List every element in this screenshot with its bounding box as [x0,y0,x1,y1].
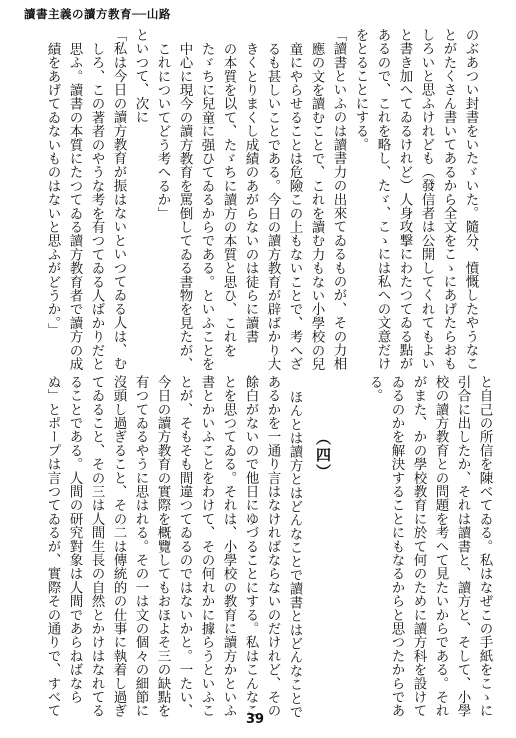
text-column: とを思つてゐる。それは、小學校の教育に讀方かといふ [220,375,237,718]
section-heading: （四） [314,430,332,481]
text-column: ることである。人間の研究對象は人間であらねばなら [66,375,83,704]
text-column: 校の讀方教育との問題を考へて見たいからである。それ [432,375,449,718]
text-column: といつて、次に [132,28,149,124]
text-column: がまた、かの學校教育に於て何のために讀方科を設けて [410,375,427,718]
text-column: しろいと思ふけれども（發信者は公開してくれてもよい [418,28,435,371]
text-column: るも甚しいことである。今日の讀方教育が辟ばかり大 [264,42,281,371]
text-column: と自己の所信を陳べてゐる。私はなぜこの手紙をこゝに [476,375,493,718]
text-column: をとることにする。 [352,28,369,152]
text-column: と書き加へてゐるけれど）人身攻撃にわたつてゐる點が [396,28,413,371]
text-column: これについてどう考へるか」 [154,42,171,221]
text-column: とがたくさん書いてあるから全文をこゝにあげたらおも [440,28,457,371]
text-column: きくとりまくし成績のあがらないのは徒らに讀書 [242,42,259,344]
text-column: てゐること、その三は人間生長の自然とかけはなれてる [88,375,105,718]
text-column: る。 [366,375,383,403]
text-column: 有つてゐるやうに思はれる。その一は文の個々の細節に [132,375,149,718]
text-column: 童にやらせることは危險この上もないことで、考へざ [286,42,303,371]
text-column: 今日の讀方教育の實際を概覽してもおほよそ三の缺點を [154,375,171,718]
text-column: 引合に出したか、それは讀書と、讀方と、そして、小學 [454,375,471,718]
text-column: 「讀書といふのは讀書力の出來てゐるものが、その力相 [330,28,347,371]
text-column: 書とかいふことをわけて、その何れかに據らうといふこ [198,375,215,718]
text-column: 思ふ。讀書の本質にたつてゐる讀方教育者で讀方の成 [66,42,83,371]
text-column: たゞちに兒童に强ひてゐるからである。といふことを [198,42,215,371]
text-column: ほんとは讀方とはどんなことで讀書とはどんなことで [286,390,303,719]
text-column: しろ、この著者のやうな考を有つてゐる人ばかりだと [88,42,105,371]
text-column: 「私は今日の讀方教育が振はないといつてゐる人は、む [110,28,127,371]
text-column: あるかを一通り言はなければならないのだけれど、その [264,375,281,718]
text-column: ぬ」とポープは言つてゐるが、實際その通りで、すべて [44,375,61,718]
page-number: 39 [246,712,265,727]
text-column: 績をあげてゐないものはないと思ふがどうか。」 [44,42,61,337]
text-column: あるので、これを略し、たゞ、こゝには私への文意だけ [374,28,391,371]
running-header: 讀書主義の讀方教育──山路 [24,7,171,21]
text-column: とが、そもそも間違つてゐるのではないかと。一たい、 [176,375,193,718]
text-column: 應の文を讀むことで、これを讀む力もない小學校の兒 [308,42,325,371]
text-column: 沒頭し過ぎること、その二は傳統的の仕事に執着し過ぎ [110,375,127,718]
text-column: 餘白がないので他日にゆづることにする。私はこんなこ [242,375,259,718]
text-column: 中心に現今の讀方教育を罵倒してゐる書物を見たが、 [176,42,193,371]
text-column: の本質を以て、たゞちに讀方の本質と思ひ、これを [220,42,237,358]
text-column: のぶあつい封書をいたゞいた。隨分、憤慨したやうなこ [462,28,479,371]
text-column: ゐるのかを解決することにもなるからと思つたからであ [388,375,405,718]
